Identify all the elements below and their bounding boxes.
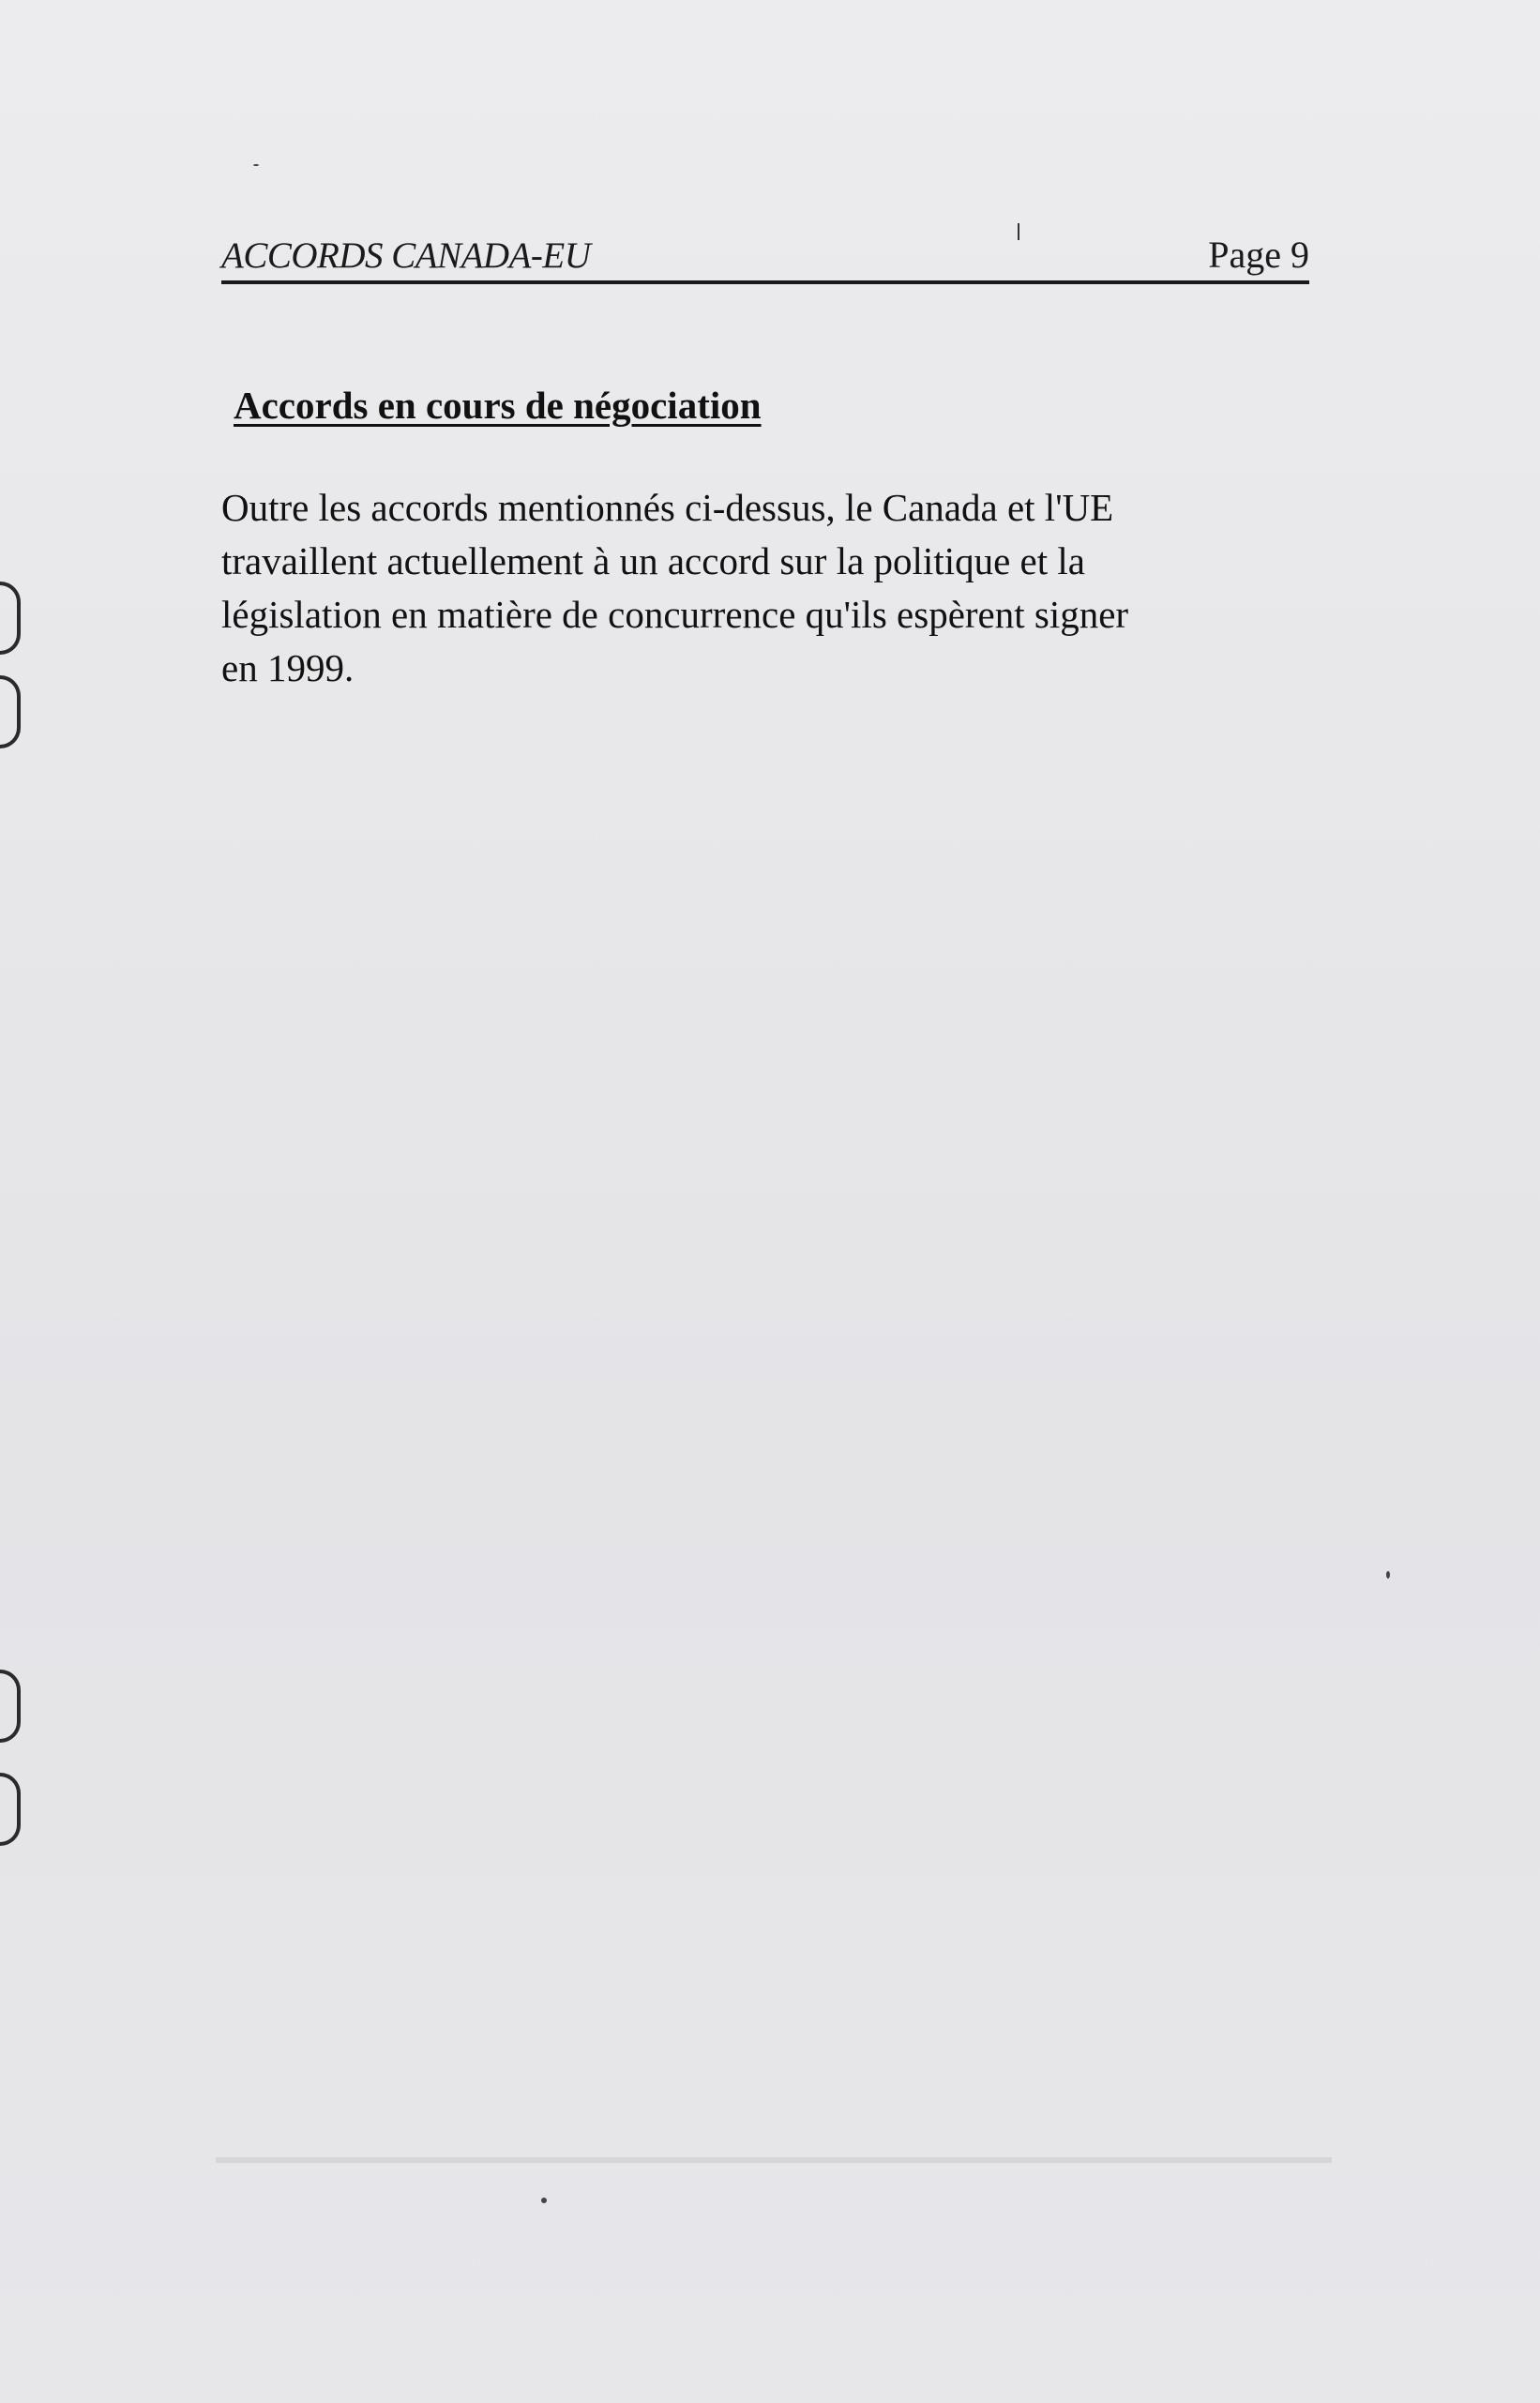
dust-speck: [1386, 1571, 1390, 1579]
running-header-title: ACCORDS CANADA-EU: [221, 235, 591, 276]
binding-hole: [0, 582, 21, 655]
paragraph-line: en 1999.: [221, 646, 355, 689]
binding-hole: [0, 675, 21, 748]
binding-hole: [0, 1773, 21, 1846]
dust-speck: [253, 164, 259, 166]
bleed-through-rule: [216, 2157, 1332, 2163]
paragraph-line: travaillent actuellement à un accord sur la politique et la: [221, 539, 1085, 582]
paragraph-line: législation en matière de concurrence qu'ils espèrent signer: [221, 593, 1129, 636]
body-paragraph: [221, 481, 1309, 695]
page-number: Page 9: [1208, 234, 1309, 276]
section-title: Accords en cours de négociation: [234, 384, 762, 427]
binding-hole: [0, 1670, 21, 1743]
header-rule: [221, 280, 1309, 284]
paragraph-line: Outre les accords mentionnés ci-dessus, le Canada et l'UE: [221, 486, 1114, 529]
dust-speck: [541, 2198, 547, 2203]
running-header: [221, 229, 1309, 281]
